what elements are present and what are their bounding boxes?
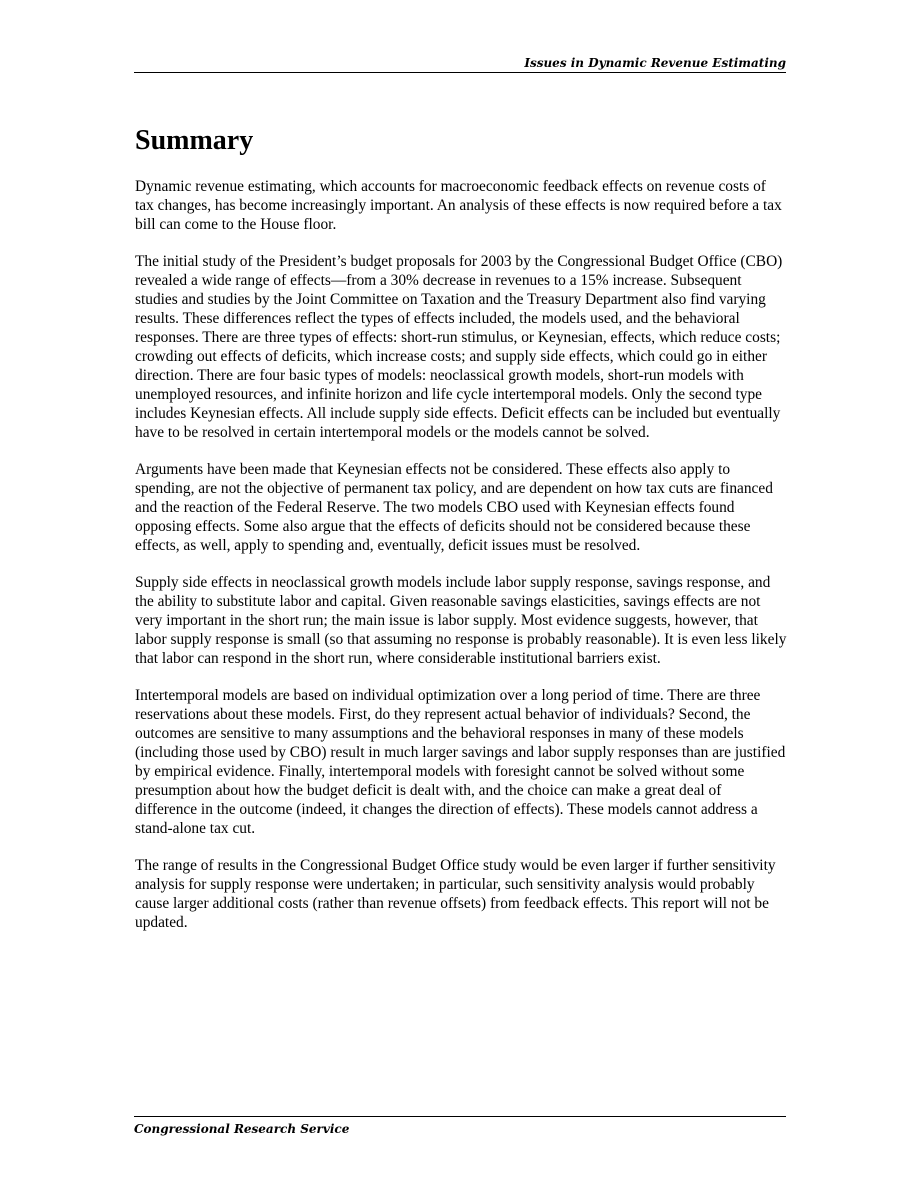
summary-paragraph-2: The initial study of the President’s budget proposals for 2003 by the Congressional Budget Office (CBO) revealed a wide range of effects—from a 30% decrease in revenues to a 15% increase. Subsequent studies and studies by the Joint Committee on Taxation and the Treasury Department also find varying results. These differences reflect the types of effects included, the models used, and the behavioral responses. There are three types of effects: short-run stimulus, or Keynesian, effects, which reduce costs; crowding out effects of deficits, which increase costs; and supply side effects, which could go in either direction. There are four basic types of models: neoclassical growth models, short-run models with unemployed resources, and infinite horizon and life cycle intertemporal models. Only the second type includes Keynesian effects. All include supply side effects. Deficit effects can be included but eventually have to be resolved in certain intertemporal models or the models cannot be solved. <box>135 253 783 441</box>
summary-paragraph-4: Supply side effects in neoclassical growth models include labor supply response, savings response, and the ability to substitute labor and capital. Given reasonable savings elasticities, savings effects are not very important in the short run; the main issue is labor supply. Most evidence suggests, however, that labor supply response is small (so that assuming no response is probably reasonable). It is even less likely that labor can respond in the short run, where considerable institutional barriers exist. <box>135 574 787 667</box>
summary-body <box>135 177 787 950</box>
page-title: Summary <box>135 125 254 156</box>
summary-paragraph-6: The range of results in the Congressional Budget Office study would be even larger if further sensitivity analysis for supply response were undertaken; in particular, such sensitivity analysis would probably cause larger additional costs (rather than revenue offsets) from feedback effects. This report will not be updated. <box>135 857 776 931</box>
summary-paragraph-1: Dynamic revenue estimating, which accounts for macroeconomic feedback effects on revenue costs of tax changes, has become increasingly important. An analysis of these effects is now required before a tax bill can come to the House floor. <box>135 178 782 233</box>
summary-paragraph-5: Intertemporal models are based on individual optimization over a long period of time. There are three reservations about these models. First, do they represent actual behavior of individuals? Second, the outcomes are sensitive to many assumptions and the behavioral responses in many of these models (including those used by CBO) result in much larger savings and labor supply responses than are justified by empirical evidence. Finally, intertemporal models with foresight cannot be solved without some presumption about how the budget deficit is dealt with, and the choice can make a great deal of difference in the outcome (indeed, it changes the direction of effects). These models cannot address a stand-alone tax cut. <box>135 687 786 837</box>
running-header: Issues in Dynamic Revenue Estimating <box>134 55 786 73</box>
running-footer: Congressional Research Service <box>134 1116 786 1137</box>
summary-paragraph-3: Arguments have been made that Keynesian effects not be considered. These effects also apply to spending, are not the objective of permanent tax policy, and are dependent on how tax cuts are financed and the reaction of the Federal Reserve. The two models CBO used with Keynesian effects found opposing effects. Some also argue that the effects of deficits should not be considered because these effects, as well, apply to spending and, eventually, deficit issues must be resolved. <box>135 461 773 554</box>
